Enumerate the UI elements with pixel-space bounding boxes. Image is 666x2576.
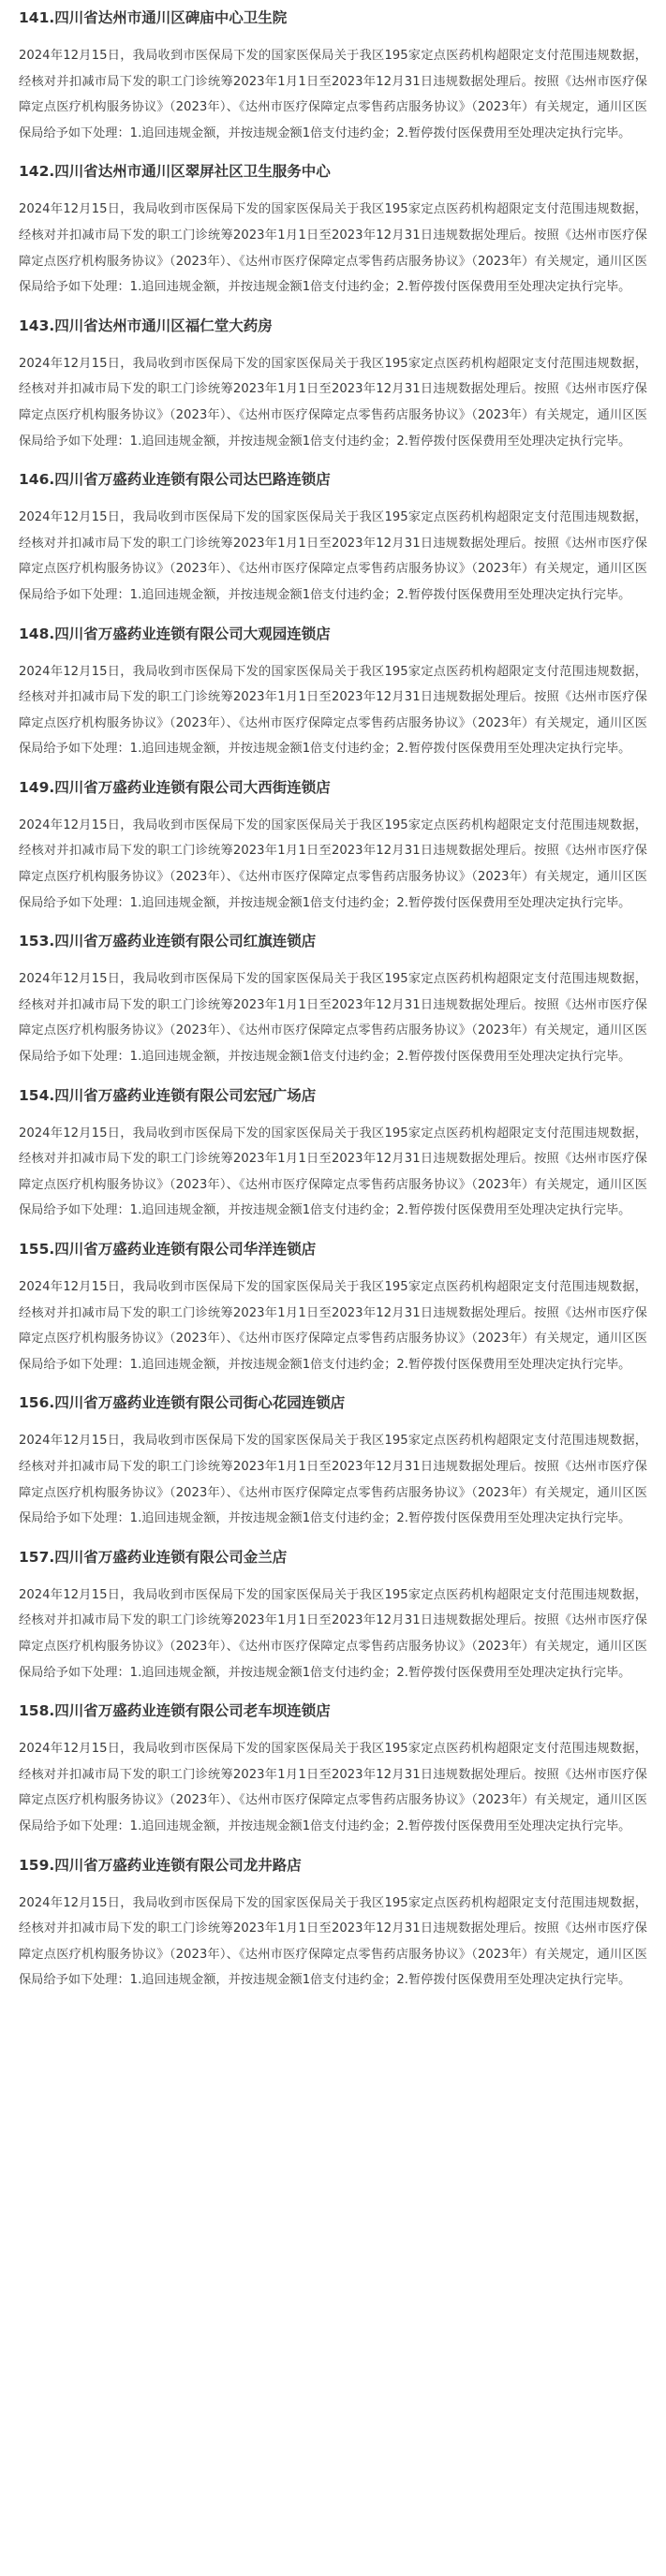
entry-154 [19,1085,647,1224]
entry-title: 155.四川省万盛药业连锁有限公司华洋连锁店 [19,1241,317,1258]
entry-title: 156.四川省万盛药业连锁有限公司街心花园连锁店 [19,1394,346,1412]
entry-153 [19,931,647,1069]
entry-body: 2024年12月15日，我局收到市医保局下发的国家医保局关于我区195家定点医药机构超限定支付范围违规数据，经核对并扣减市局下发的职工门诊统筹2023年1月1日至2023年12月31日违规数据处理后。按照《达州市医疗保障定点医疗机构服务协议》（2023年）、《达州市医疗保障定点零售药店服务协议》（2023年）有关规定，通川区医保局给予如下处理：1.追回违规金额，并按违规金额1倍支付违约金；2.暂停拨付医保费用至处理决定执行完毕。 [19,510,647,602]
entry-title: 148.四川省万盛药业连锁有限公司大观园连锁店 [19,625,331,642]
entry-body: 2024年12月15日，我局收到市医保局下发的国家医保局关于我区195家定点医药机构超限定支付范围违规数据，经核对并扣减市局下发的职工门诊统筹2023年1月1日至2023年12月31日违规数据处理后。按照《达州市医疗保障定点医疗机构服务协议》（2023年）、《达州市医疗保障定点零售药店服务协议》（2023年）有关规定，通川区医保局给予如下处理：1.追回违规金额，并按违规金额1倍支付违约金；2.暂停拨付医保费用至处理决定执行完毕。 [19,49,647,140]
entry-title: 141.四川省达州市通川区碑庙中心卫生院 [19,9,288,26]
entry-body: 2024年12月15日，我局收到市医保局下发的国家医保局关于我区195家定点医药机构超限定支付范围违规数据，经核对并扣减市局下发的职工门诊统筹2023年1月1日至2023年12月31日违规数据处理后。按照《达州市医疗保障定点医疗机构服务协议》（2023年）、《达州市医疗保障定点零售药店服务协议》（2023年）有关规定，通川区医保局给予如下处理：1.追回违规金额，并按违规金额1倍支付违约金；2.暂停拨付医保费用至处理决定执行完毕。 [19,202,647,295]
entry-title: 157.四川省万盛药业连锁有限公司金兰店 [19,1548,288,1566]
entry-body: 2024年12月15日，我局收到市医保局下发的国家医保局关于我区195家定点医药机构超限定支付范围违规数据，经核对并扣减市局下发的职工门诊统筹2023年1月1日至2023年12月31日违规数据处理后。按照《达州市医疗保障定点医疗机构服务协议》（2023年）、《达州市医疗保障定点零售药店服务协议》（2023年）有关规定，通川区医保局给予如下处理：1.追回违规金额，并按违规金额1倍支付违约金；2.暂停拨付医保费用至处理决定执行完毕。 [19,1280,647,1372]
entry-title: 146.四川省万盛药业连锁有限公司达巴路连锁店 [19,471,331,489]
entry-body: 2024年12月15日，我局收到市医保局下发的国家医保局关于我区195家定点医药机构超限定支付范围违规数据，经核对并扣减市局下发的职工门诊统筹2023年1月1日至2023年12月31日违规数据处理后。按照《达州市医疗保障定点医疗机构服务协议》（2023年）、《达州市医疗保障定点零售药店服务协议》（2023年）有关规定，通川区医保局给予如下处理：1.追回违规金额，并按违规金额1倍支付违约金；2.暂停拨付医保费用至处理决定执行完毕。 [19,1895,647,1988]
entry-body: 2024年12月15日，我局收到市医保局下发的国家医保局关于我区195家定点医药机构超限定支付范围违规数据，经核对并扣减市局下发的职工门诊统筹2023年1月1日至2023年12月31日违规数据处理后。按照《达州市医疗保障定点医疗机构服务协议》（2023年）、《达州市医疗保障定点零售药店服务协议》（2023年）有关规定，通川区医保局给予如下处理：1.追回违规金额，并按违规金额1倍支付违约金；2.暂停拨付医保费用至处理决定执行完毕。 [19,664,647,757]
entry-body: 2024年12月15日，我局收到市医保局下发的国家医保局关于我区195家定点医药机构超限定支付范围违规数据，经核对并扣减市局下发的职工门诊统筹2023年1月1日至2023年12月31日违规数据处理后。按照《达州市医疗保障定点医疗机构服务协议》（2023年）、《达州市医疗保障定点零售药店服务协议》（2023年）有关规定，通川区医保局给予如下处理：1.追回违规金额，并按违规金额1倍支付违约金；2.暂停拨付医保费用至处理决定执行完毕。 [19,1742,647,1833]
entry-title: 142.四川省达州市通川区翠屏社区卫生服务中心 [19,163,331,181]
entry-body: 2024年12月15日，我局收到市医保局下发的国家医保局关于我区195家定点医药机构超限定支付范围违规数据，经核对并扣减市局下发的职工门诊统筹2023年1月1日至2023年12月31日违规数据处理后。按照《达州市医疗保障定点医疗机构服务协议》（2023年）、《达州市医疗保障定点零售药店服务协议》（2023年）有关规定，通川区医保局给予如下处理：1.追回违规金额，并按违规金额1倍支付违约金；2.暂停拨付医保费用至处理决定执行完毕。 [19,972,647,1065]
entry-body: 2024年12月15日，我局收到市医保局下发的国家医保局关于我区195家定点医药机构超限定支付范围违规数据，经核对并扣减市局下发的职工门诊统筹2023年1月1日至2023年12月31日违规数据处理后。按照《达州市医疗保障定点医疗机构服务协议》（2023年）、《达州市医疗保障定点零售药店服务协议》（2023年）有关规定，通川区医保局给予如下处理：1.追回违规金额，并按违规金额1倍支付违约金；2.暂停拨付医保费用至处理决定执行完毕。 [19,1126,647,1218]
entry-156 [19,1392,647,1531]
entry-149 [19,777,647,916]
entry-143 [19,316,647,454]
entry-body: 2024年12月15日，我局收到市医保局下发的国家医保局关于我区195家定点医药机构超限定支付范围违规数据，经核对并扣减市局下发的职工门诊统筹2023年1月1日至2023年12月31日违规数据处理后。按照《达州市医疗保障定点医疗机构服务协议》（2023年）、《达州市医疗保障定点零售药店服务协议》（2023年）有关规定，通川区医保局给予如下处理：1.追回违规金额，并按违规金额1倍支付违约金；2.暂停拨付医保费用至处理决定执行完毕。 [19,1587,647,1680]
entry-title: 158.四川省万盛药业连锁有限公司老车坝连锁店 [19,1702,331,1720]
entry-158 [19,1700,647,1839]
entry-155 [19,1239,647,1377]
entry-body: 2024年12月15日，我局收到市医保局下发的国家医保局关于我区195家定点医药机构超限定支付范围违规数据，经核对并扣减市局下发的职工门诊统筹2023年1月1日至2023年12月31日违规数据处理后。按照《达州市医疗保障定点医疗机构服务协议》（2023年）、《达州市医疗保障定点零售药店服务协议》（2023年）有关规定，通川区医保局给予如下处理：1.追回违规金额，并按违规金额1倍支付违约金；2.暂停拨付医保费用至处理决定执行完毕。 [19,356,647,449]
entry-title: 153.四川省万盛药业连锁有限公司红旗连锁店 [19,933,317,950]
entry-title: 149.四川省万盛药业连锁有限公司大西街连锁店 [19,778,331,796]
entry-title: 159.四川省万盛药业连锁有限公司龙井路店 [19,1856,302,1874]
entry-148 [19,624,647,762]
entry-body: 2024年12月15日，我局收到市医保局下发的国家医保局关于我区195家定点医药机构超限定支付范围违规数据，经核对并扣减市局下发的职工门诊统筹2023年1月1日至2023年12月31日违规数据处理后。按照《达州市医疗保障定点医疗机构服务协议》（2023年）、《达州市医疗保障定点零售药店服务协议》（2023年）有关规定，通川区医保局给予如下处理：1.追回违规金额，并按违规金额1倍支付违约金；2.暂停拨付医保费用至处理决定执行完毕。 [19,817,647,910]
entry-159 [19,1855,647,1994]
entry-title: 154.四川省万盛药业连锁有限公司宏冠广场店 [19,1086,317,1104]
entry-142 [19,161,647,300]
entry-157 [19,1547,647,1685]
entry-body: 2024年12月15日，我局收到市医保局下发的国家医保局关于我区195家定点医药机构超限定支付范围违规数据，经核对并扣减市局下发的职工门诊统筹2023年1月1日至2023年12月31日违规数据处理后。按照《达州市医疗保障定点医疗机构服务协议》（2023年）、《达州市医疗保障定点零售药店服务协议》（2023年）有关规定，通川区医保局给予如下处理：1.追回违规金额，并按违规金额1倍支付违约金；2.暂停拨付医保费用至处理决定执行完毕。 [19,1434,647,1526]
entry-141 [19,7,647,146]
entry-title: 143.四川省达州市通川区福仁堂大药房 [19,316,273,334]
entry-146 [19,469,647,608]
